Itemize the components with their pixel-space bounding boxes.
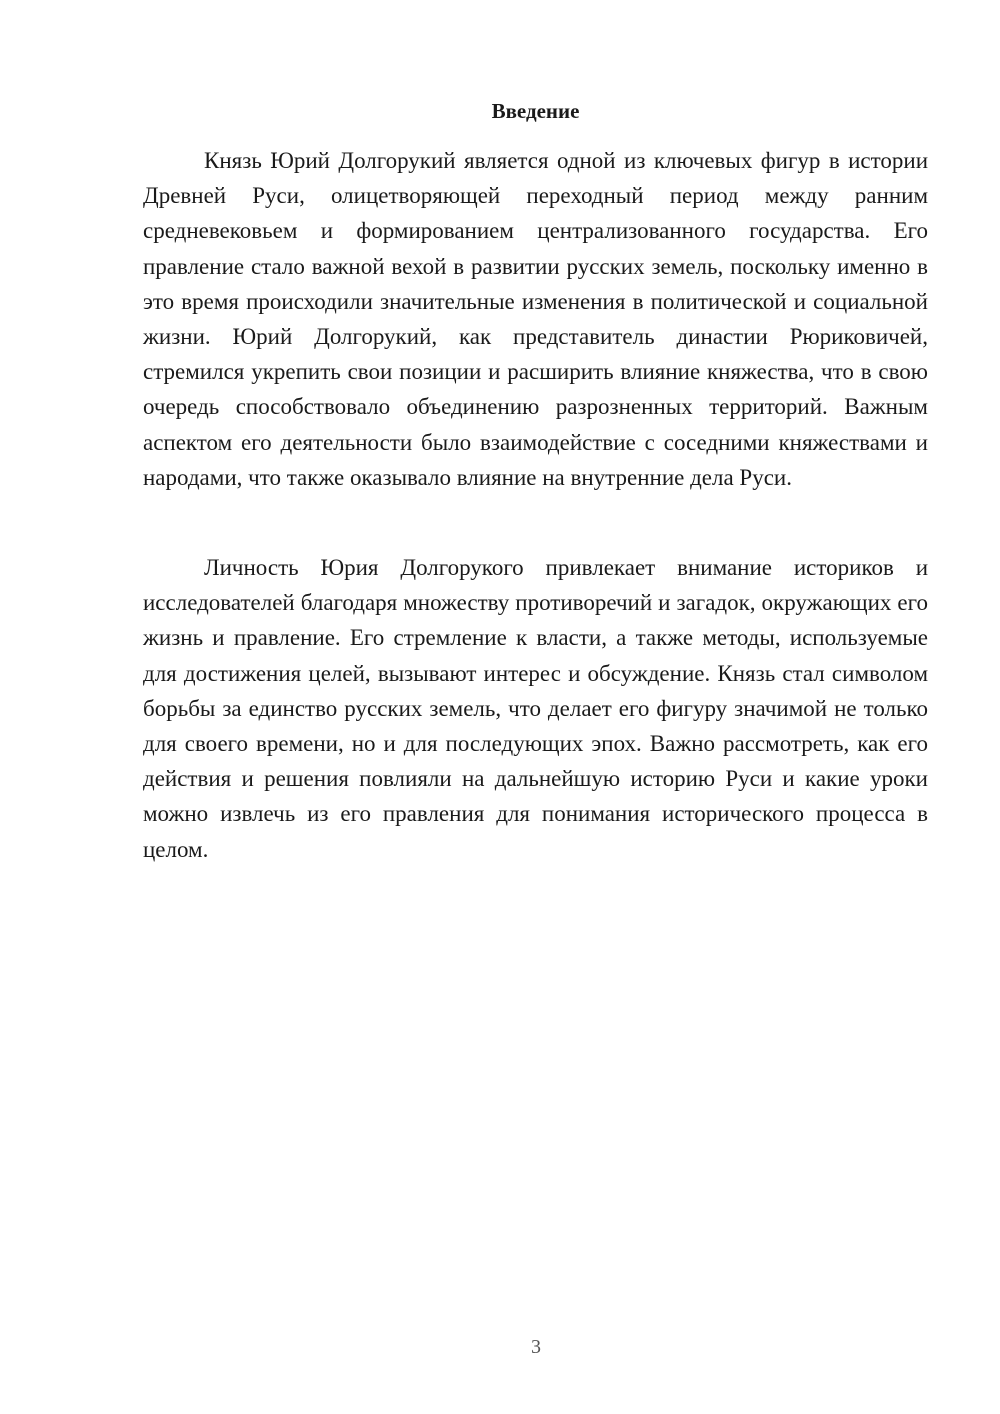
- paragraph-intro-2: Личность Юрия Долгорукого привлекает внимание историков и исследователей благодаря множеству противоречий и загадок, окружающих его жизнь и правление. Его стремление к власти, а также методы, используемые для достижения целей, вызывают интерес и обсуждение. Князь стал символом борьбы за единство русских земель, что делает его фигуру значимой не только для своего времени, но и для последующих эпох. Важно рассмотреть, как его действия и решения повлияли на дальнейшую историю Руси и какие уроки можно извлечь из его правления для понимания исторического процесса в целом.: [143, 555, 928, 862]
- page-number: 3: [531, 1336, 541, 1358]
- page-title: Введение: [491, 99, 580, 123]
- paragraph-intro-1: Князь Юрий Долгорукий является одной из ключевых фигур в истории Древней Руси, олицетворяющей переходный период между ранним средневековьем и формированием централизованного государства. Его правление стало важной вехой в развитии русских земель, поскольку именно в это время происходили значительные изменения в политической и социальной жизни. Юрий Долгорукий, как представитель династии Рюриковичей, стремился укрепить свои позиции и расширить влияние княжества, что в свою очередь способствовало объединению разрозненных территорий. Важным аспектом его деятельности было взаимодействие с соседними княжествами и народами, что также оказывало влияние на внутренние дела Руси.: [143, 148, 928, 490]
